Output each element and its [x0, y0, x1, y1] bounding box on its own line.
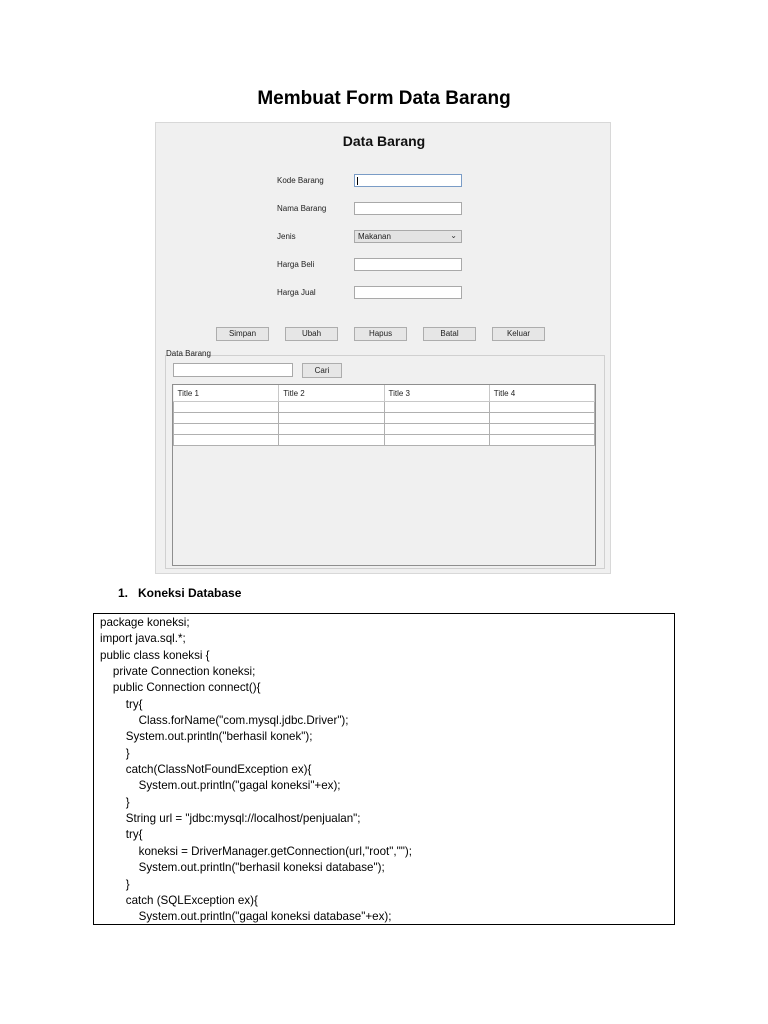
document-title: Membuat Form Data Barang [257, 88, 511, 109]
code-block [93, 613, 675, 925]
code-line: private Connection koneksi; [100, 665, 256, 679]
label-harga-beli: Harga Beli [277, 260, 315, 269]
column-header[interactable]: Title 4 [489, 385, 594, 402]
label-kode-barang: Kode Barang [277, 176, 324, 185]
group-label: Data Barang [166, 349, 211, 358]
harga-jual-input[interactable] [354, 286, 462, 299]
kode-barang-input[interactable] [354, 174, 462, 187]
text-caret [357, 177, 358, 185]
table-cell[interactable] [489, 413, 594, 424]
column-header[interactable]: Title 2 [279, 385, 384, 402]
form-heading: Data Barang [342, 133, 426, 149]
table-cell[interactable] [384, 402, 489, 413]
table-cell[interactable] [384, 413, 489, 424]
table-cell[interactable] [279, 402, 384, 413]
table-row[interactable] [174, 413, 595, 424]
table-cell[interactable] [174, 424, 279, 435]
harga-beli-input[interactable] [354, 258, 462, 271]
section-heading [118, 586, 241, 600]
simpan-button[interactable]: Simpan [216, 327, 269, 341]
form-screenshot [155, 122, 611, 574]
code-line: } [100, 877, 130, 891]
code-line: try{ [100, 697, 143, 711]
code-line: try{ [100, 828, 143, 842]
column-header[interactable]: Title 3 [384, 385, 489, 402]
ubah-button[interactable]: Ubah [285, 327, 338, 341]
label-nama-barang: Nama Barang [277, 204, 327, 213]
code-line: System.out.println("berhasil konek"); [100, 730, 313, 744]
table-cell[interactable] [174, 413, 279, 424]
code-line: System.out.println("gagal koneksi"+ex); [100, 779, 341, 793]
code-line: public Connection connect(){ [100, 681, 261, 695]
table-cell[interactable] [279, 435, 384, 446]
keluar-button[interactable]: Keluar [492, 327, 545, 341]
table-cell[interactable] [489, 402, 594, 413]
code-line: Class.forName("com.mysql.jdbc.Driver"); [100, 714, 349, 728]
search-input[interactable] [173, 363, 293, 377]
table-cell[interactable] [489, 435, 594, 446]
jenis-select[interactable] [354, 230, 462, 243]
label-harga-jual: Harga Jual [277, 288, 316, 297]
cari-button[interactable]: Cari [302, 363, 342, 378]
hapus-button[interactable]: Hapus [354, 327, 407, 341]
code-line: } [100, 746, 130, 760]
table-cell[interactable] [174, 402, 279, 413]
batal-button[interactable]: Batal [423, 327, 476, 341]
code-line: koneksi = DriverManager.getConnection(url,"root",""); [100, 844, 412, 858]
code-line: String url = "jdbc:mysql://localhost/penjualan"; [100, 812, 361, 826]
table-cell[interactable] [279, 413, 384, 424]
code-line: } [100, 795, 130, 809]
table-row[interactable] [174, 435, 595, 446]
table-cell[interactable] [384, 424, 489, 435]
code-line: catch (SQLException ex){ [100, 893, 258, 907]
table-cell[interactable] [489, 424, 594, 435]
section-title: Koneksi Database [138, 586, 242, 600]
table-row[interactable] [174, 424, 595, 435]
code-line: public class koneksi { [100, 648, 210, 662]
jenis-selected-value: Makanan [358, 232, 391, 241]
table-cell[interactable] [174, 435, 279, 446]
section-number: 1. [118, 586, 129, 600]
chevron-down-icon: ⌄ [450, 231, 457, 240]
column-header[interactable]: Title 1 [174, 385, 279, 402]
code-line: import java.sql.*; [100, 632, 186, 646]
table-cell[interactable] [279, 424, 384, 435]
code-line: catch(ClassNotFoundException ex){ [100, 763, 312, 777]
data-table[interactable] [172, 384, 596, 566]
nama-barang-input[interactable] [354, 202, 462, 215]
code-line: System.out.println("berhasil koneksi database"); [100, 861, 385, 875]
table-header-row [174, 385, 595, 402]
label-jenis: Jenis [277, 232, 296, 241]
code-line: System.out.println("gagal koneksi database"+ex); [100, 910, 392, 924]
code-line: package koneksi; [100, 616, 190, 629]
table-cell[interactable] [384, 435, 489, 446]
table-row[interactable] [174, 402, 595, 413]
